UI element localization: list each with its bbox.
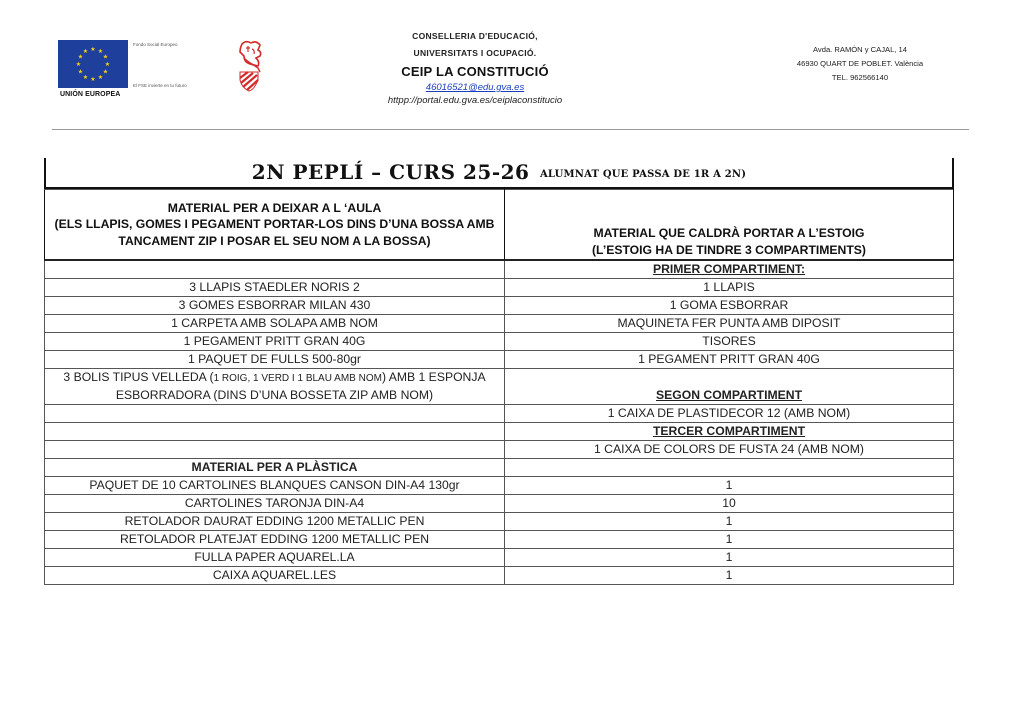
address-city: 46930 QUART DE POBLET. València bbox=[796, 59, 924, 68]
document-subtitle: ALUMNAT QUE PASSA DE 1R A 2N) bbox=[539, 169, 747, 180]
plastica-item-name: CAIXA AQUAREL.LES bbox=[45, 567, 505, 585]
svg-text:★: ★ bbox=[97, 75, 104, 81]
eu-stars bbox=[76, 46, 110, 83]
right-cell: 1 LLAPIS bbox=[505, 279, 954, 297]
table-row bbox=[45, 333, 954, 351]
svg-text:★: ★ bbox=[82, 75, 89, 81]
svg-text:★: ★ bbox=[104, 62, 111, 68]
left-column-header bbox=[45, 190, 505, 261]
school-name: CEIP LA CONSTITUCIÓ bbox=[401, 64, 549, 79]
left-cell: 3 LLAPIS STAEDLER NORIS 2 bbox=[45, 279, 505, 297]
right-header-note: (L’ESTOIG HA DE TINDRE 3 COMPARTIMENTS) bbox=[591, 242, 866, 257]
svg-text:★: ★ bbox=[90, 77, 96, 83]
table-row bbox=[45, 297, 954, 315]
generalitat-coat-of-arms-icon bbox=[236, 40, 266, 92]
plastica-item-qty: 1 bbox=[505, 567, 954, 585]
institution-header bbox=[340, 28, 610, 106]
conselleria-line1: CONSELLERIA D'EDUCACIÓ, bbox=[412, 31, 538, 41]
school-address bbox=[770, 43, 950, 85]
right-cell: 1 GOMA ESBORRAR bbox=[505, 297, 954, 315]
bolis-prefix: 3 BOLIS TIPUS VELLEDA ( bbox=[63, 370, 214, 384]
table-row bbox=[45, 441, 954, 459]
primer-compartiment-heading: PRIMER COMPARTIMENT: bbox=[505, 260, 954, 279]
svg-text:★: ★ bbox=[75, 62, 82, 68]
tercer-compartiment-heading: TERCER COMPARTIMENT bbox=[505, 423, 954, 441]
plastica-item-name: RETOLADOR DAURAT EDDING 1200 METALLIC PEN bbox=[45, 513, 505, 531]
left-cell bbox=[45, 441, 505, 459]
svg-text:★: ★ bbox=[102, 69, 109, 76]
table-row bbox=[45, 279, 954, 297]
segon-compartiment-heading: SEGON COMPARTIMENT bbox=[505, 369, 954, 405]
table-row bbox=[45, 405, 954, 423]
plastica-item-name: RETOLADOR PLATEJAT EDDING 1200 METALLIC PEN bbox=[45, 531, 505, 549]
school-email-link[interactable]: 46016521@edu.gva.es bbox=[425, 82, 525, 93]
right-cell: 1 PEGAMENT PRITT GRAN 40G bbox=[505, 351, 954, 369]
svg-text:★: ★ bbox=[82, 49, 89, 55]
table-row bbox=[45, 423, 954, 441]
plastica-row bbox=[45, 495, 954, 513]
left-header-title: MATERIAL PER A DEIXAR A L ‘AULA bbox=[167, 200, 382, 215]
left-cell: 1 PEGAMENT PRITT GRAN 40G bbox=[45, 333, 505, 351]
table-header-row bbox=[45, 190, 954, 261]
bolis-colors: 1 ROIG, 1 VERD I 1 BLAU AMB NOM bbox=[213, 373, 382, 384]
plastica-item-name: PAQUET DE 10 CARTOLINES BLANQUES CANSON DIN-A4 130gr bbox=[45, 477, 505, 495]
address-phone: TEL. 962566140 bbox=[831, 73, 889, 82]
svg-text:★: ★ bbox=[90, 47, 96, 53]
plastica-item-qty: 1 bbox=[505, 477, 954, 495]
left-cell bbox=[45, 260, 505, 279]
svg-text:★: ★ bbox=[97, 49, 104, 55]
right-cell: TISORES bbox=[505, 333, 954, 351]
plastica-row bbox=[45, 531, 954, 549]
left-header-note: (ELS LLAPIS, GOMES I PEGAMENT PORTAR-LOS DINS D’UNA BOSSA AMB TANCAMENT ZIP I POSAR EL SEU NOM A LA BOSSA) bbox=[54, 217, 495, 248]
eu-flag-icon bbox=[58, 40, 128, 88]
right-cell: 1 CAIXA DE PLASTIDECOR 12 (AMB NOM) bbox=[505, 405, 954, 423]
plastica-row bbox=[45, 549, 954, 567]
plastica-item-qty: 10 bbox=[505, 495, 954, 513]
plastica-item-qty: 1 bbox=[505, 549, 954, 567]
materials-table bbox=[44, 158, 954, 585]
plastica-item-name: FULLA PAPER AQUAREL.LA bbox=[45, 549, 505, 567]
empty-cell bbox=[505, 459, 954, 477]
materials-grid bbox=[44, 189, 954, 585]
eu-caption: UNIÓN EUROPEA bbox=[60, 91, 121, 98]
plastica-row bbox=[45, 477, 954, 495]
document-title-box bbox=[44, 158, 954, 189]
table-row-bolis bbox=[45, 369, 954, 405]
bolis-suffix: ) AMB 1 ESPONJA ESBORRADORA (DINS D’UNA BOSSETA ZIP AMB NOM) bbox=[115, 370, 486, 402]
left-cell bbox=[45, 405, 505, 423]
plastica-heading: MATERIAL PER A PLÀSTICA bbox=[45, 459, 505, 477]
table-row bbox=[45, 351, 954, 369]
plastica-item-name: CARTOLINES TARONJA DIN-A4 bbox=[45, 495, 505, 513]
svg-text:★: ★ bbox=[77, 69, 84, 76]
document-title: 2N PEPLÍ – CURS 25-26 bbox=[251, 160, 530, 184]
plastica-item-qty: 1 bbox=[505, 513, 954, 531]
plastica-row bbox=[45, 567, 954, 585]
right-header-title: MATERIAL QUE CALDRÀ PORTAR A L’ESTOIG bbox=[593, 226, 865, 240]
conselleria-line2: UNIVERSITATS I OCUPACIÓ. bbox=[413, 47, 537, 58]
svg-text:★: ★ bbox=[77, 54, 84, 61]
svg-text:★: ★ bbox=[102, 54, 109, 61]
plastica-item-qty: 1 bbox=[505, 531, 954, 549]
left-cell: 3 GOMES ESBORRAR MILAN 430 bbox=[45, 297, 505, 315]
fse-slogan: El FSE invierte en tu futuro bbox=[133, 83, 187, 88]
right-cell: 1 CAIXA DE COLORS DE FUSTA 24 (AMB NOM) bbox=[505, 441, 954, 459]
address-street: Avda. RAMÓN y CAJAL, 14 bbox=[813, 45, 907, 54]
table-row bbox=[45, 315, 954, 333]
left-cell: 1 CARPETA AMB SOLAPA AMB NOM bbox=[45, 315, 505, 333]
table-row bbox=[45, 260, 954, 279]
left-cell bbox=[45, 423, 505, 441]
plastica-row bbox=[45, 513, 954, 531]
plastica-heading-row bbox=[45, 459, 954, 477]
header-divider bbox=[52, 129, 969, 130]
bolis-cell bbox=[45, 369, 505, 405]
right-cell: MAQUINETA FER PUNTA AMB DIPOSIT bbox=[505, 315, 954, 333]
fse-fund-text: Fondo Social Europeo bbox=[133, 42, 178, 47]
left-cell: 1 PAQUET DE FULLS 500-80gr bbox=[45, 351, 505, 369]
right-column-header bbox=[505, 190, 954, 261]
school-website: httpp://portal.edu.gva.es/ceiplaconstitucio bbox=[387, 95, 563, 106]
